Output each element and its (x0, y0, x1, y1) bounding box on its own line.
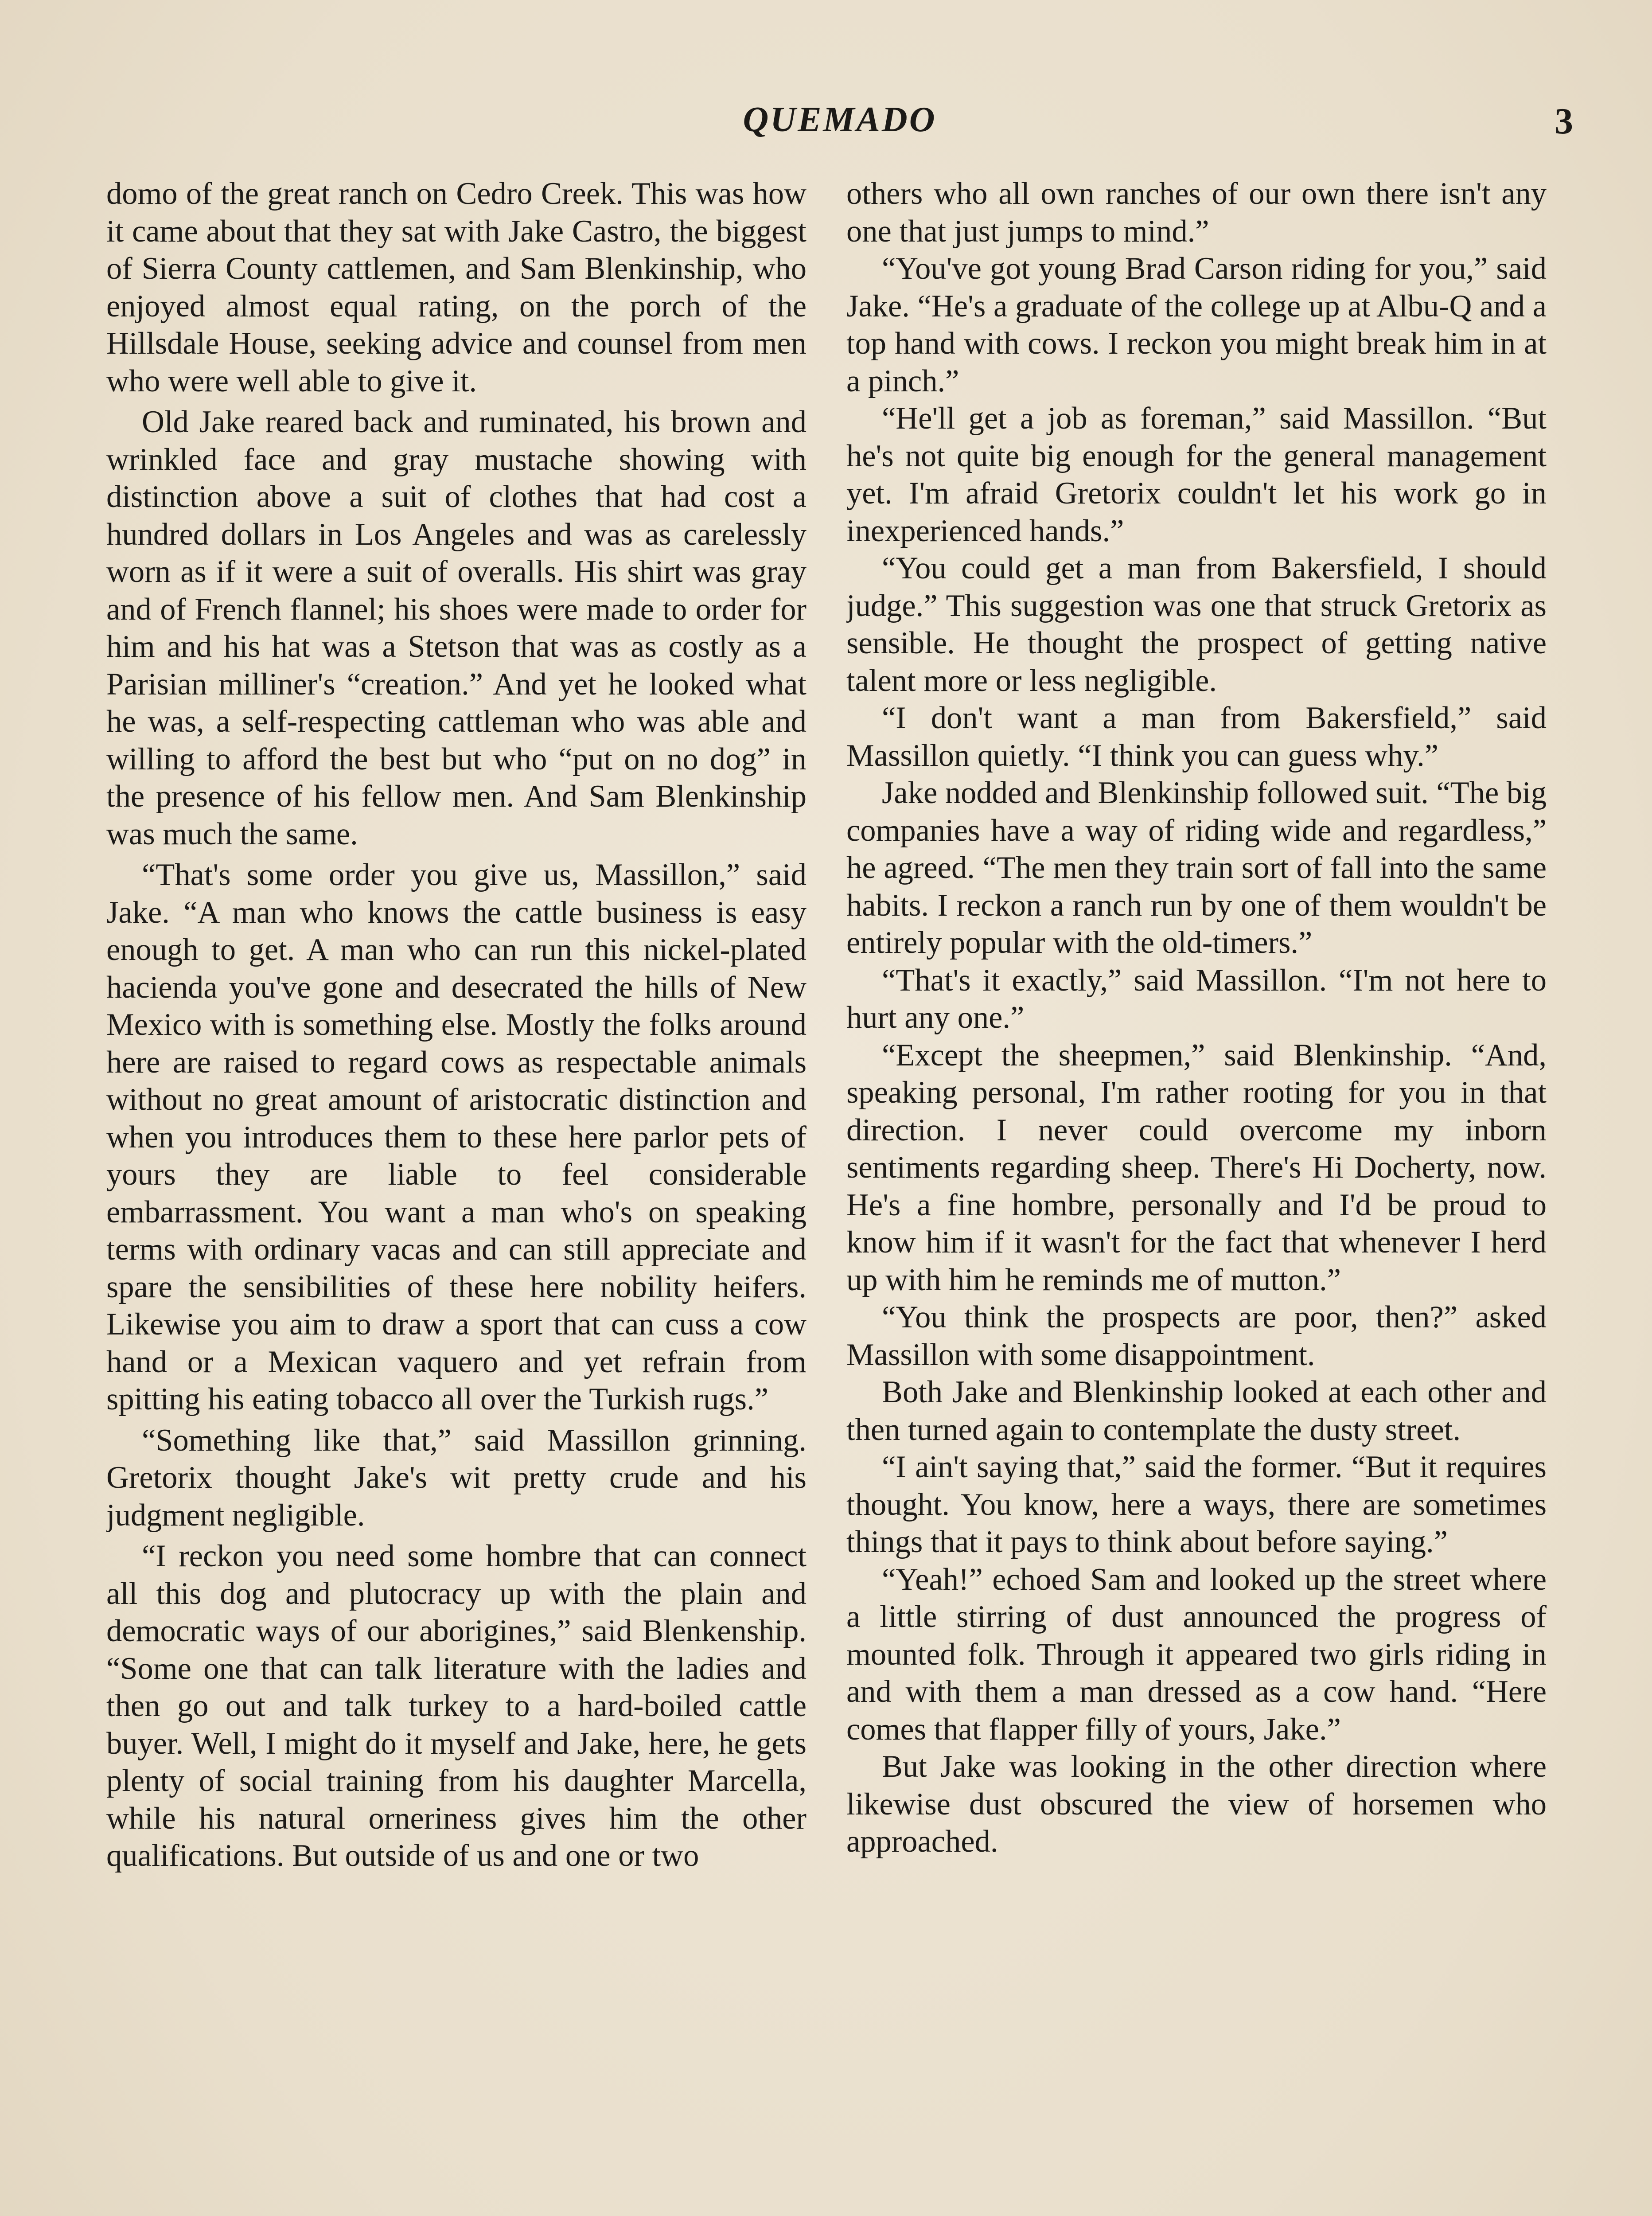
paragraph: Old Jake reared back and ruminated, his brown and wrinkled face and gray mustache showing with distinction above a suit of clothes that had cost a hundred dollars in Los Angeles and was as carelessly worn as if it were a suit of overalls. His shirt was gray and of French flannel; his shoes were made to order for him and his hat was a Stetson that was as costly as a Parisian milliner's “creation.” And yet he looked what he was, a self-respecting cattleman who was able and willing to afford the best but who “put on no dog” in the presence of his fellow men. And Sam Blenkinship was much the same. (106, 405, 807, 851)
paragraph: “You've got young Brad Carson riding for you,” said Jake. “He's a graduate of the college up at Albu-Q and a top hand with cows. I reckon you might break him in at a pinch.” (846, 251, 1547, 398)
left-column (106, 175, 807, 2216)
paragraph: “I ain't saying that,” said the former. “But it requires thought. You know, here a ways, there are sometimes things that it pays to think about before saying.” (846, 1450, 1547, 1559)
paragraph: “You think the prospects are poor, then?” asked Massillon with some disappointment. (846, 1300, 1547, 1372)
paragraph: Jake nodded and Blenkinship followed suit. “The big companies have a way of riding wide and regardless,” he agreed. “The men they train sort of fall into the same habits. I reckon a ranch run by one of them wouldn't be entirely popular with the old-timers.” (846, 776, 1547, 960)
paragraph: Both Jake and Blenkinship looked at each other and then turned again to contemplate the dusty street. (846, 1375, 1547, 1447)
paragraph: “I reckon you need some hombre that can connect all this dog and plutocracy up with the plain and democratic ways of our aborigines,” said Blenkenship. “Some one that can talk literature with the ladies and then go out and talk turkey to a hard-boiled cattle buyer. Well, I might do it myself and Jake, here, he gets plenty of social training from his daughter Marcella, while his natural orneriness gives him the other qualifications. But outside of us and one or two (106, 1539, 807, 1873)
paragraph: “That's some order you give us, Massillon,” said Jake. “A man who knows the cattle business is easy enough to get. A man who can run this nickel-plated hacienda you've gone and desecrated the hills of New Mexico with is something else. Mostly the folks around here are raised to regard cows as respectable animals without no great amount of aristocratic distinction and when you introduces them to these here parlor pets of yours they are liable to feel considerable embarrassment. You want a man who's on speaking terms with ordinary vacas and can still appreciate and spare the sensibilities of these here nobility heifers. Likewise you aim to draw a sport that can cuss a cow hand or a Mexican vaquero and yet refrain from spitting his eating tobacco all over the Turkish rugs.” (106, 858, 807, 1416)
running-head: QUEMADO (743, 100, 937, 139)
paragraph: “Except the sheepmen,” said Blenkinship. “And, speaking personal, I'm rather rooting for you in that direction. I never could overcome my inborn sentiments regarding sheep. There's Hi Docherty, now. He's a fine hombre, personally and I'd be proud to know him if it wasn't for the fact that whenever I herd up with him he reminds me of mutton.” (846, 1038, 1547, 1297)
right-column (846, 175, 1547, 2216)
paragraph: others who all own ranches of our own there isn't any one that just jumps to mind.” (846, 176, 1547, 249)
paragraph: “That's it exactly,” said Massillon. “I'm not here to hurt any one.” (846, 963, 1547, 1035)
page-number: 3 (1555, 101, 1573, 142)
paragraph: “Yeah!” echoed Sam and looked up the street where a little stirring of dust announced the progress of mounted folk. Through it appeared two girls riding in and with them a man dressed as a cow hand. “Here comes that flapper filly of yours, Jake.” (846, 1562, 1547, 1747)
page-header (106, 100, 1573, 148)
paragraph: “You could get a man from Bakersfield, I should judge.” This suggestion was one that struck Gretorix as sensible. He thought the prospect of getting native talent more or less negligible. (846, 551, 1547, 698)
paragraph: domo of the great ranch on Cedro Creek. This was how it came about that they sat with Jake Castro, the biggest of Sierra County cattlemen, and Sam Blenkinship, who enjoyed almost equal rating, on the porch of the Hillsdale House, seeking advice and counsel from men who were well able to give it. (106, 176, 807, 398)
paragraph: “I don't want a man from Bakersfield,” said Massillon quietly. “I think you can guess why.” (846, 701, 1547, 773)
paragraph: But Jake was looking in the other direction where likewise dust obscured the view of horsemen who approached. (846, 1749, 1547, 1859)
paragraph: “Something like that,” said Massillon grinning. Gretorix thought Jake's wit pretty crude and his judgment negligible. (106, 1423, 807, 1533)
paragraph: “He'll get a job as foreman,” said Massillon. “But he's not quite big enough for the general management yet. I'm afraid Gretorix couldn't let his work go in inexperienced hands.” (846, 401, 1547, 548)
